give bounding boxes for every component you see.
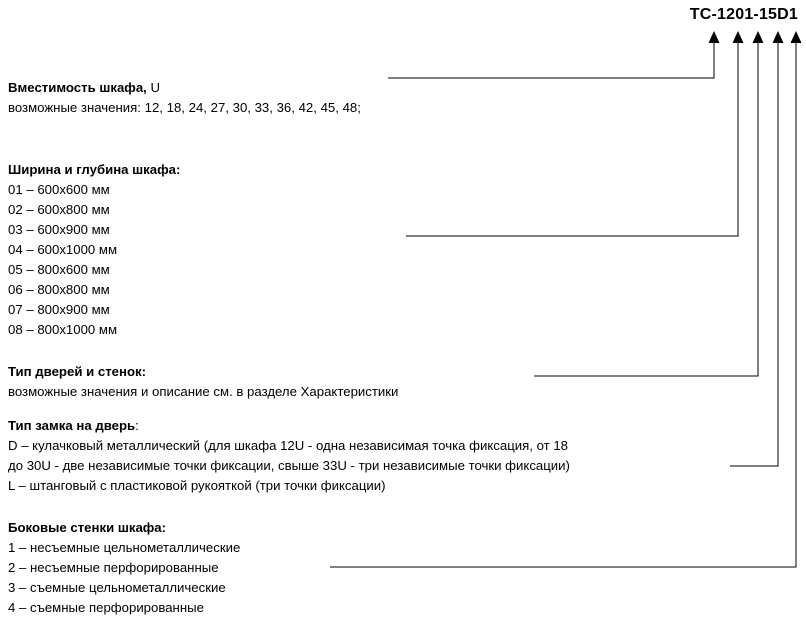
size-title: Ширина и глубина шкафа: <box>8 162 181 177</box>
capacity-title-text: Вместимость шкафа, <box>8 80 147 95</box>
size-option: 01 – 600x600 мм <box>8 182 110 197</box>
size-option: 04 – 600x1000 мм <box>8 242 118 257</box>
side-option: 2 – несъемные перфорированные <box>8 560 219 575</box>
capacity-values: возможные значения: 12, 18, 24, 27, 30, 33, 36, 42, 45, 48; <box>8 100 361 115</box>
size-option: 03 – 600x900 мм <box>8 222 110 237</box>
size-option: 08 – 800x1000 мм <box>8 322 118 337</box>
lock-colon: : <box>135 418 139 433</box>
lock-line: до 30U - две независимые точки фиксации, свыше 33U - три независимые точки фиксации) <box>8 458 570 473</box>
side-leader <box>330 40 796 567</box>
capacity-leader <box>388 40 714 78</box>
size-option: 05 – 800x600 мм <box>8 262 110 277</box>
size-option: 06 – 800x800 мм <box>8 282 110 297</box>
side-title: Боковые стенки шкафа: <box>8 520 167 535</box>
side-option: 4 – съемные перфорированные <box>8 600 204 615</box>
size-arrow-icon <box>733 31 744 43</box>
lock-line: L – штанговый с пластиковой рукояткой (три точки фиксации) <box>8 478 386 493</box>
capacity-arrow-icon <box>709 31 720 43</box>
doors-desc: возможные значения и описание см. в разделе Характеристики <box>8 384 399 399</box>
size-option: 07 – 800x900 мм <box>8 302 110 317</box>
lock-title-text: Тип замка на дверь <box>8 418 136 433</box>
side-option: 1 – несъемные цельнометаллические <box>8 540 241 555</box>
lock-leader <box>730 40 778 466</box>
doors-arrow-icon <box>753 31 764 43</box>
side-arrow-icon <box>791 31 802 43</box>
side-option: 3 – съемные цельнометаллические <box>8 580 226 595</box>
product-code: TC-1201-15D1 <box>689 6 798 23</box>
lock-arrow-icon <box>773 31 784 43</box>
doors-title: Тип дверей и стенок: <box>8 364 146 379</box>
lock-line: D – кулачковый металлический (для шкафа 12U - одна независимая точка фиксация, от 18 <box>8 438 569 453</box>
size-option: 02 – 600x800 мм <box>8 202 110 217</box>
doors-leader <box>534 40 758 376</box>
size-leader <box>406 40 738 236</box>
capacity-unit: U <box>146 80 161 95</box>
